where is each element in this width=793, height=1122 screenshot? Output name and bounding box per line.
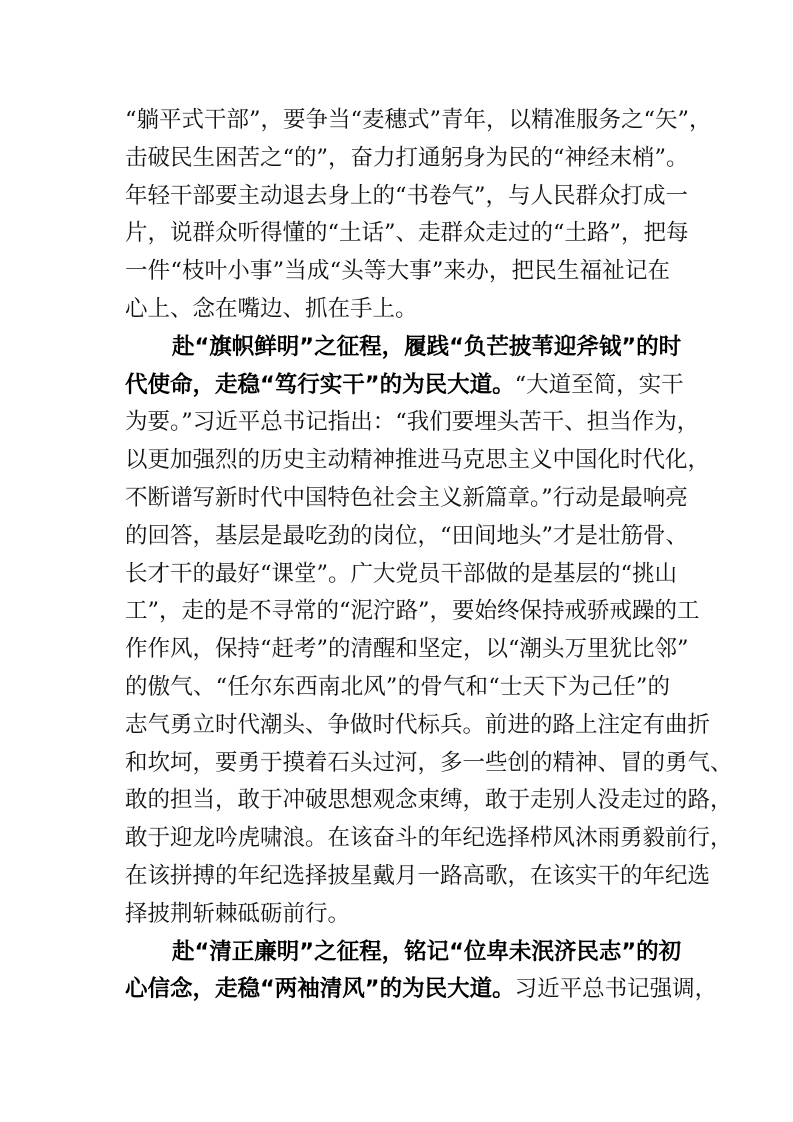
bold-text: 代使命，走稳“笃行实干”的为民大道。 (125, 371, 515, 398)
body-text: 志气勇立时代潮头、争做时代标兵。前进的路上注定有曲折 (125, 711, 711, 738)
paragraph (125, 934, 718, 1010)
text-line (125, 518, 689, 556)
text-line (125, 215, 689, 253)
text-line (125, 480, 688, 518)
text-line (125, 102, 712, 140)
text-line (125, 820, 733, 858)
body-text: 和坎坷，要勇于摸着石头过河，多一些创的精神、冒的勇气、 (125, 749, 733, 776)
body-text: “躺平式干部”，要争当“麦穗式”青年，以精准服务之“矢”， (125, 107, 712, 133)
body-text: 一件“枝叶小事”当成“头等大事”来办，把民生福祉记在 (125, 258, 670, 285)
body-text: 心上、念在嘴边、抓在手上。 (125, 295, 418, 322)
text-line (125, 253, 670, 291)
text-line (125, 782, 733, 820)
text-line (125, 858, 711, 896)
body-text: 习近平总书记强调， (514, 976, 718, 1003)
body-text: 不断谱写新时代中国特色社会主义新篇章。”行动是最响亮 (125, 484, 688, 511)
body-text: 片，说群众听得懂的“土话”、走群众走过的“土路”，把每 (125, 220, 689, 247)
text-line (125, 442, 711, 480)
text-line (125, 140, 689, 178)
text-line (125, 404, 700, 442)
body-text: 以更加强烈的历史主动精神推进马克思主义中国化时代化， (125, 447, 711, 474)
body-text: 为要。”习近平总书记指出：“我们要埋头苦干、担当作为， (125, 409, 700, 436)
paragraph (125, 329, 733, 934)
text-line (125, 631, 689, 669)
body-text: 在该拼搏的年纪选择披星戴月一路高歌，在该实干的年纪选 (125, 862, 711, 889)
text-line (125, 669, 670, 707)
text-line (125, 707, 711, 745)
text-line (125, 971, 718, 1009)
body-text: 击破民生困苦之“的”，奋力打通躬身为民的“神经末梢”。 (125, 144, 689, 171)
text-line (125, 745, 733, 783)
bold-text: 赴“旗帜鲜明”之征程，履践“负芒披苇迎斧钺”的时 (172, 333, 682, 360)
body-text: 择披荆斩棘砥砺前行。 (125, 900, 351, 927)
text-line (125, 178, 689, 216)
body-text: 的回答，基层是最吃劲的岗位，“田间地头”才是壮筋骨、 (125, 522, 689, 549)
text-line (125, 934, 682, 972)
body-text: 年轻干部要主动退去身上的“书卷气”，与人民群众打成一 (125, 182, 689, 209)
bold-text: 心信念，走稳“两袖清风”的为民大道。 (125, 976, 515, 1003)
body-text: 敢于迎龙吟虎啸浪。在该奋斗的年纪选择栉风沐雨勇毅前行， (125, 825, 733, 852)
document-body (125, 102, 733, 1009)
text-line (125, 329, 682, 367)
body-text: “大道至简，实干 (514, 371, 684, 398)
text-line (125, 367, 684, 405)
text-line (125, 556, 678, 594)
bold-text: 赴“清正廉明”之征程，铭记“位卑未泯济民志”的初 (172, 938, 682, 965)
text-line (125, 593, 700, 631)
body-text: 敢的担当，敢于冲破思想观念束缚，敢于走别人没走过的路， (125, 787, 733, 814)
paragraph (125, 102, 712, 329)
text-line (125, 896, 670, 934)
body-text: 作作风，保持“赶考”的清醒和坚定，以“潮头万里犹比邻” (125, 636, 689, 663)
body-text: 工”，走的是不寻常的“泥泞路”，要始终保持戒骄戒躁的工 (125, 598, 700, 625)
body-text: 长才干的最好“课堂”。广大党员干部做的是基层的“挑山 (125, 560, 678, 587)
body-text: 的傲气、“任尔东西南北风”的骨气和“士天下为己任”的 (125, 673, 670, 700)
text-line (125, 291, 670, 329)
